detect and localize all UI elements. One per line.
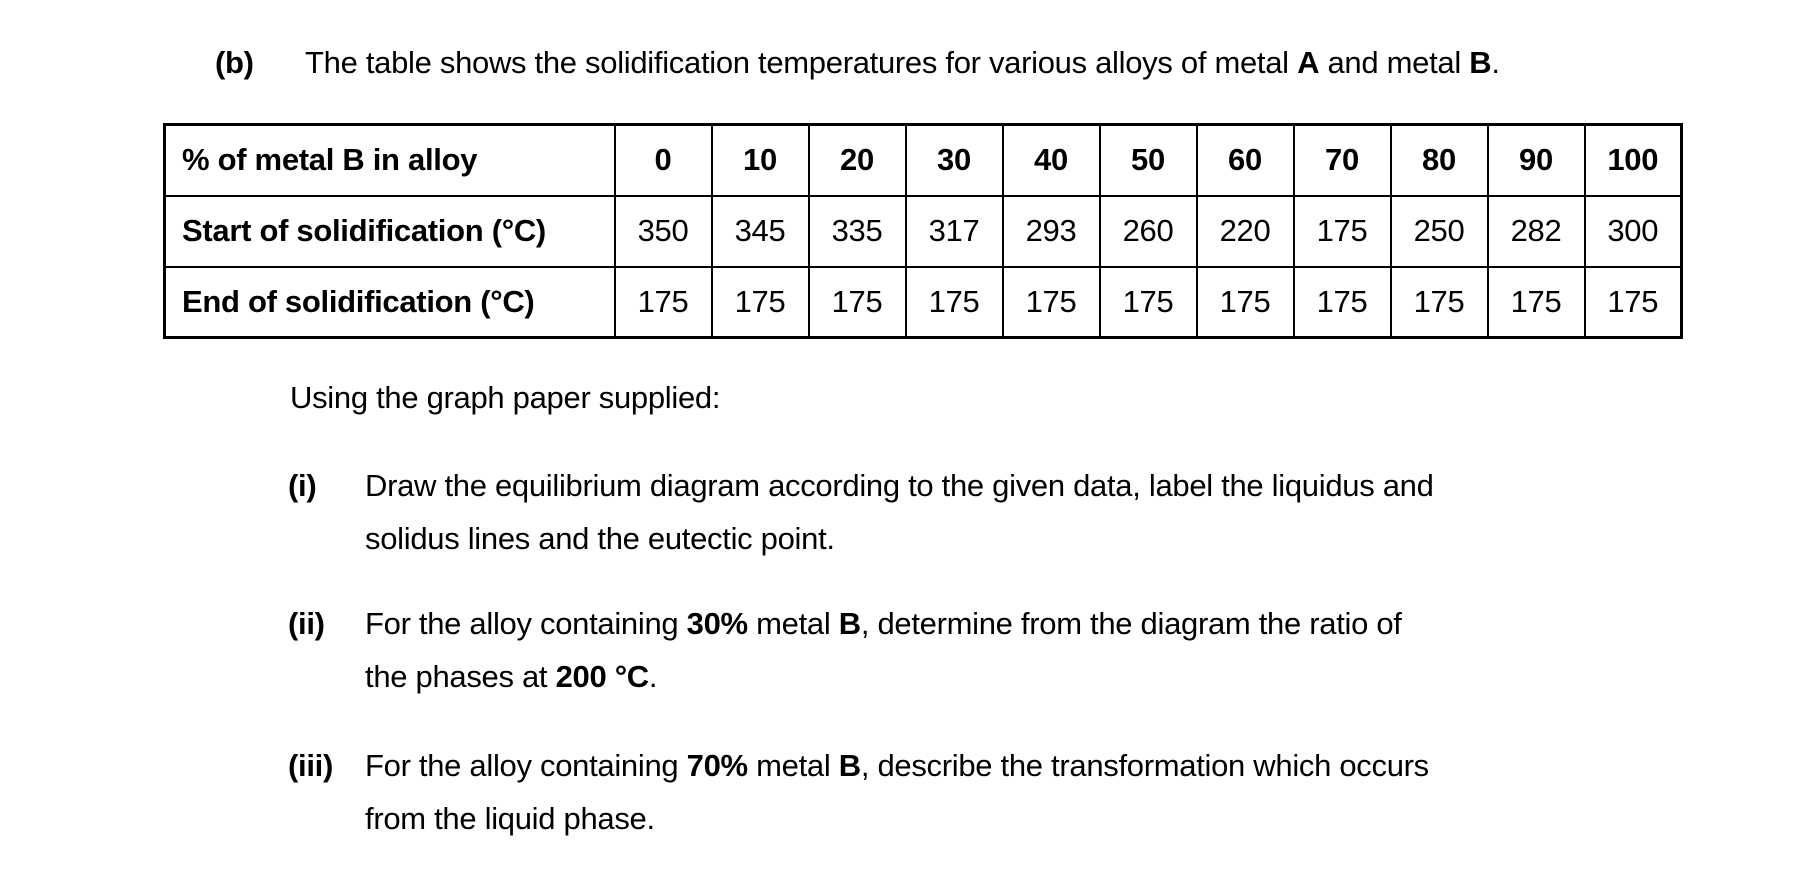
text-line — [365, 792, 1429, 845]
text-run: 200 °C — [555, 659, 649, 694]
item-iii — [288, 739, 1429, 845]
value-cell: 90 — [1488, 125, 1585, 196]
value-cell: 100 — [1585, 125, 1682, 196]
text-run: from the liquid phase. — [365, 801, 655, 836]
value-cell: 175 — [1294, 196, 1391, 267]
value-cell: 10 — [712, 125, 809, 196]
text-line — [365, 512, 1434, 565]
row-label-cell: % of metal B in alloy — [165, 125, 615, 196]
value-cell: 175 — [712, 267, 809, 338]
text-run: The table shows the solidification temperatures for various alloys of metal — [305, 45, 1298, 80]
text-run: 30% — [686, 606, 748, 641]
text-run: . — [1491, 45, 1500, 80]
item-ii-label: (ii) — [288, 606, 325, 641]
item-ii-text — [365, 597, 1402, 703]
table-row-start-of-solidification — [165, 196, 1682, 267]
item-i-text — [365, 459, 1434, 565]
text-run: , describe the transformation which occurs — [860, 748, 1429, 783]
question-b-heading — [215, 36, 1500, 89]
value-cell: 60 — [1197, 125, 1294, 196]
value-cell: 345 — [712, 196, 809, 267]
value-cell: 175 — [809, 267, 906, 338]
solidification-table — [163, 123, 1683, 339]
text-line — [365, 739, 1429, 792]
value-cell: 175 — [1100, 267, 1197, 338]
item-i — [288, 459, 1434, 565]
value-cell: 175 — [906, 267, 1003, 338]
value-cell: 175 — [1294, 267, 1391, 338]
value-cell: 50 — [1100, 125, 1197, 196]
value-cell: 175 — [1197, 267, 1294, 338]
value-cell: 30 — [906, 125, 1003, 196]
value-cell: 350 — [615, 196, 712, 267]
value-cell: 335 — [809, 196, 906, 267]
intro-text: Using the graph paper supplied: — [290, 380, 721, 415]
text-run: , determine from the diagram the ratio of — [860, 606, 1402, 641]
text-run: . — [648, 659, 658, 694]
text-line — [365, 459, 1434, 512]
value-cell: 220 — [1197, 196, 1294, 267]
value-cell: 40 — [1003, 125, 1100, 196]
text-run: A — [1297, 45, 1320, 80]
value-cell: 0 — [615, 125, 712, 196]
value-cell: 175 — [1391, 267, 1488, 338]
row-label-cell: End of solidification (°C) — [165, 267, 615, 338]
value-cell: 282 — [1488, 196, 1585, 267]
value-cell: 250 — [1391, 196, 1488, 267]
value-cell: 300 — [1585, 196, 1682, 267]
value-cell: 260 — [1100, 196, 1197, 267]
text-run: B — [838, 748, 861, 783]
text-run: and metal — [1319, 45, 1470, 80]
text-run: For the alloy containing — [365, 606, 687, 641]
value-cell: 70 — [1294, 125, 1391, 196]
value-cell: 80 — [1391, 125, 1488, 196]
question-b-text — [305, 36, 1500, 89]
item-iii-text — [365, 739, 1429, 845]
text-run: B — [1469, 45, 1492, 80]
text-run: solidus lines and the eutectic point. — [365, 521, 835, 556]
text-run: For the alloy containing — [365, 748, 687, 783]
text-run: 70% — [686, 748, 748, 783]
item-iii-label: (iii) — [288, 748, 333, 783]
text-run: Draw the equilibrium diagram according to the given data, label the liquidus and — [365, 468, 1434, 503]
value-cell: 175 — [1585, 267, 1682, 338]
text-line — [365, 597, 1402, 650]
value-cell: 175 — [1003, 267, 1100, 338]
table-header-row — [165, 125, 1682, 196]
value-cell: 175 — [1488, 267, 1585, 338]
text-run: metal — [747, 748, 839, 783]
item-ii — [288, 597, 1402, 703]
text-run: metal — [747, 606, 839, 641]
question-b-label: (b) — [215, 45, 254, 80]
item-i-label: (i) — [288, 468, 317, 503]
value-cell: 293 — [1003, 196, 1100, 267]
value-cell: 175 — [615, 267, 712, 338]
row-label-cell: Start of solidification (°C) — [165, 196, 615, 267]
text-run: B — [838, 606, 861, 641]
value-cell: 20 — [809, 125, 906, 196]
text-run: the phases at — [365, 659, 556, 694]
table-row-end-of-solidification — [165, 267, 1682, 338]
text-line — [365, 650, 1402, 703]
value-cell: 317 — [906, 196, 1003, 267]
